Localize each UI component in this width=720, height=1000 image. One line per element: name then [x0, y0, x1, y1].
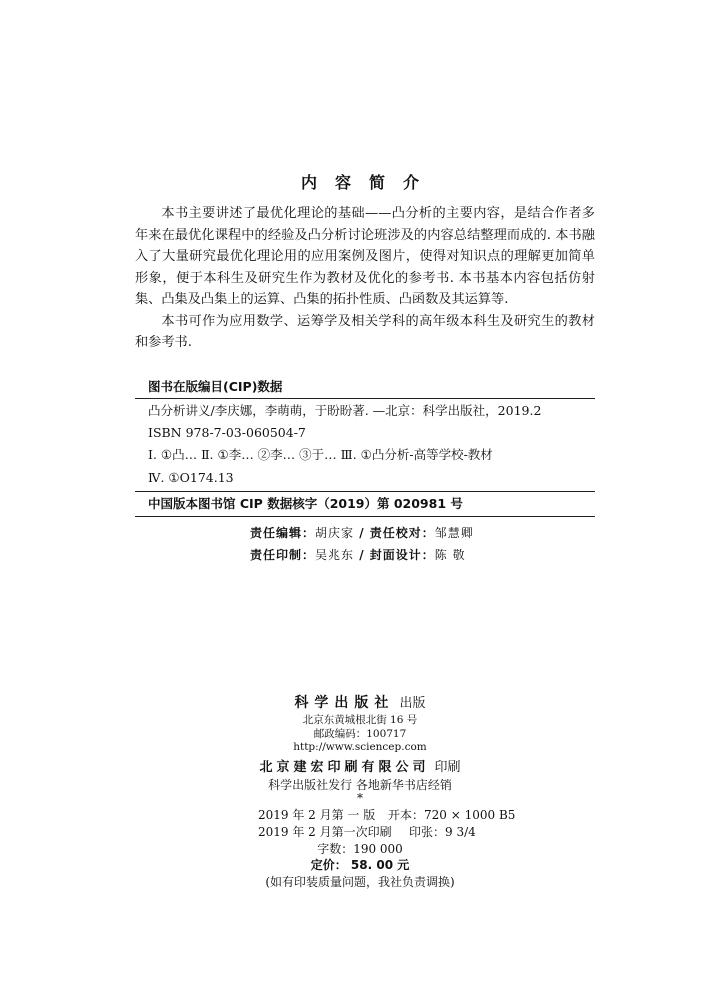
cip-number: 中国版本图书馆 CIP 数据核字（2019）第 020981 号 [148, 496, 463, 511]
publisher-website: http://www.sciencep.com [293, 741, 427, 753]
cip-top-rule [135, 398, 595, 399]
printer-suffix: 印刷 [434, 760, 461, 775]
label-cover-designer: / 封面设计： [354, 548, 435, 562]
printer-name: 北京建宏印刷有限公司 [259, 760, 430, 775]
format-info: 开本：720 × 1000 B5 [388, 808, 516, 822]
sheets-info: 印张：9 3/4 [409, 825, 476, 839]
separator-star: * [357, 791, 363, 805]
name-proofreader: 邹慧卿 [434, 526, 474, 540]
name-executive-editor: 胡庆家 [315, 526, 355, 540]
label-proofreader: / 责任校对： [354, 526, 435, 540]
quality-notice: (如有印装质量问题，我社负责调换) [265, 875, 455, 889]
summary-body [135, 203, 595, 354]
name-cover-designer: 陈 敬 [434, 548, 466, 562]
publisher-suffix: 出版 [399, 696, 426, 711]
cip-isbn: ISBN 978-7-03-060504-7 [148, 425, 306, 440]
cip-bib-line: 凸分析讲义/李庆娜，李萌萌，于盼盼著. —北京：科学出版社，2019.2 [148, 403, 542, 418]
publisher-name: 科学出版社 [294, 695, 395, 711]
publisher-address: 北京东黄城根北街 16 号 [302, 714, 418, 726]
label-print-supervisor: 责任印制： [250, 548, 316, 562]
label-executive-editor: 责任编辑： [250, 526, 316, 540]
edition-info: 2019 年 2 月第 一 版 [258, 808, 376, 822]
publisher-line [0, 692, 720, 712]
cip-class-line-2: Ⅳ. ①O174.13 [148, 470, 234, 485]
publisher-postcode: 邮政编码：100717 [313, 728, 407, 740]
printing-info: 2019 年 2 月第一次印刷 [258, 825, 392, 839]
printer-line [0, 756, 720, 775]
cip-mid-rule [135, 491, 595, 492]
cip-heading: 图书在版编目(CIP)数据 [148, 379, 283, 394]
cip-class-line-1: Ⅰ. ①凸… Ⅱ. ①李… ②李… ③于… Ⅲ. ①凸分析-高等学校-教材 [148, 447, 493, 462]
cip-bottom-rule [135, 516, 595, 517]
price: 定价： 58. 00 元 [310, 858, 410, 872]
summary-title: 内容简介 [300, 173, 437, 192]
distribution-line: 科学出版社发行 各地新华书店经销 [268, 778, 452, 792]
editors-line-2 [250, 546, 466, 563]
summary-paragraph-2: 本书可作为应用数学、运筹学及相关学科的高年级本科生及研究生的教材和参考书. [135, 313, 595, 350]
editors-line-1 [250, 524, 474, 541]
name-print-supervisor: 吴兆东 [315, 548, 355, 562]
summary-paragraph-1: 本书主要讲述了最优化理论的基础——凸分析的主要内容，是结合作者多年来在最优化课程中的经验及凸分析讨论班涉及的内容总结整理而成的. 本书融入了大量研究最优化理论用的应用案例及图片，使得对知识点的理解更加简单形象，便于本科生及研究生作为教材及优化的参考书. 本书基本内容包括仿射集、凸集及凸集上的运算、凸集的拓扑性质、凸函数及其运算等. [135, 206, 595, 307]
word-count: 字数：190 000 [317, 842, 403, 856]
